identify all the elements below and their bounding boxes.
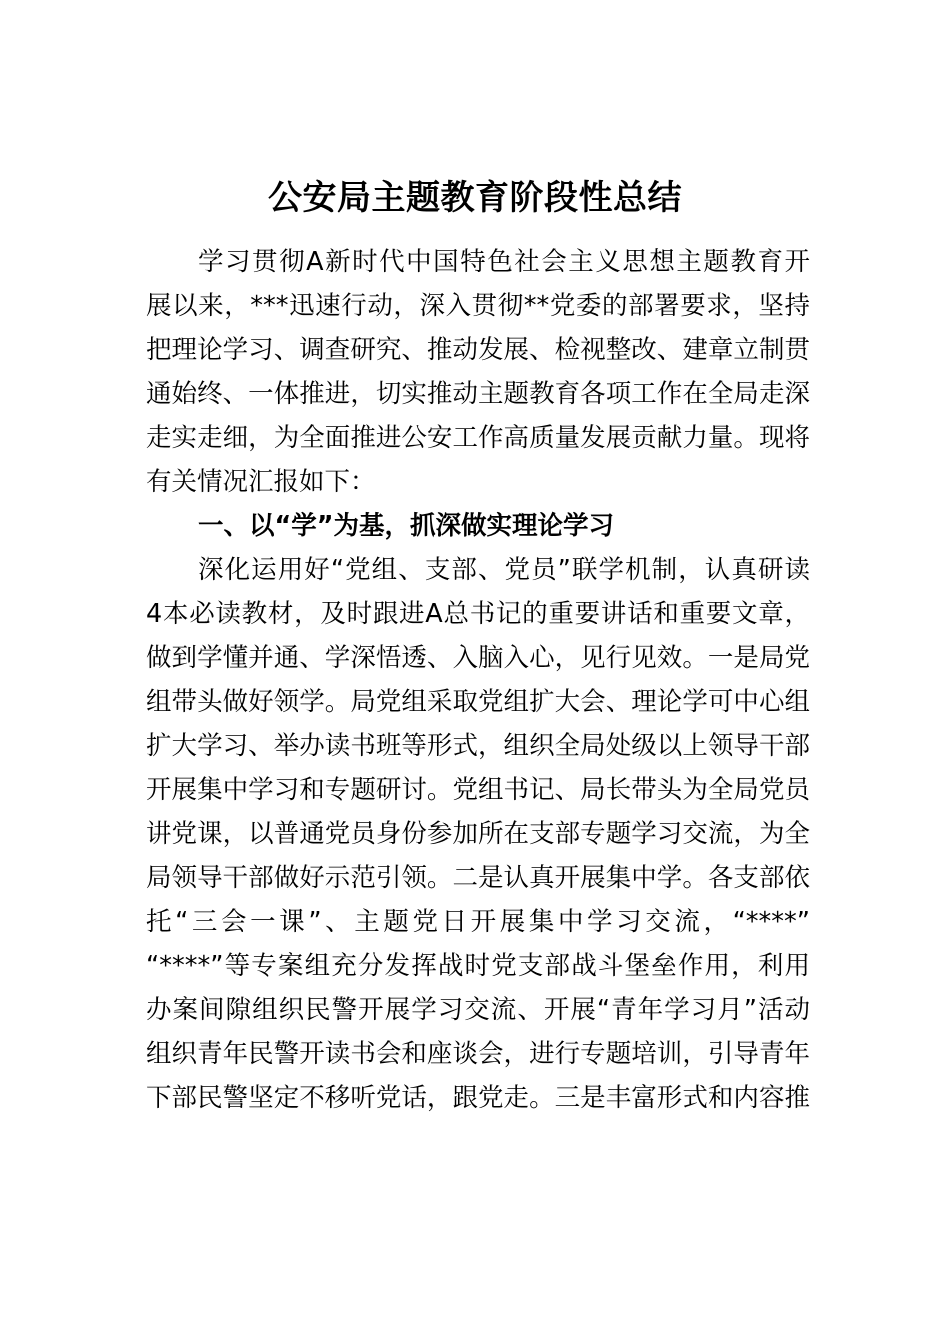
paragraph-line: 有关情况汇报如下： [146, 467, 376, 497]
paragraph-line: 通始终、一体推进，切实推动主题教育各项工作在全局走深 [146, 379, 810, 409]
section-heading: 一、以“学”为基，抓深做实理论学习 [198, 511, 615, 541]
paragraph-line: 把理论学习、调查研究、推动发展、检视整改、建章立制贯 [146, 335, 810, 365]
document-body [146, 240, 810, 1120]
paragraph-line: 讲党课，以普通党员身份参加所在支部专题学习交流，为全 [146, 819, 810, 849]
paragraph-line: 托“三会一课”、主题党日开展集中学习交流，“****” [146, 907, 810, 937]
paragraph-line: 组带头做好领学。局党组采取党组扩大会、理论学可中心组 [146, 687, 810, 717]
page-title: 公安局主题教育阶段性总结 [268, 178, 682, 218]
paragraph-line: 学习贯彻A新时代中国特色社会主义思想主题教育开 [198, 247, 810, 277]
paragraph-line: 深化运用好“党组、支部、党员”联学机制，认真研读 [198, 555, 810, 585]
paragraph-line: 局领导干部做好示范引领。二是认真开展集中学。各支部依 [146, 863, 810, 893]
paragraph-line: 开展集中学习和专题研讨。党组书记、局长带头为全局党员 [146, 775, 810, 805]
paragraph-line: 办案间隙组织民警开展学习交流、开展“青年学习月”活动 [146, 995, 810, 1025]
paragraph-line: 扩大学习、举办读书班等形式，组织全局处级以上领导干部 [146, 731, 810, 761]
paragraph-line: 组织青年民警开读书会和座谈会，进行专题培训，引导青年 [146, 1039, 810, 1069]
paragraph-line: 做到学懂并通、学深悟透、入脑入心，见行见效。一是局党 [146, 643, 810, 673]
paragraph-line: 走实走细，为全面推进公安工作高质量发展贡献力量。现将 [146, 423, 810, 453]
paragraph-line: 下部民警坚定不移听党话，跟党走。三是丰富形式和内容推 [146, 1083, 810, 1113]
paragraph-line: 展以来，***迅速行动，深入贯彻**党委的部署要求，坚持 [146, 291, 810, 321]
paragraph-line: “****”等专案组充分发挥战时党支部战斗堡垒作用，利用 [146, 951, 810, 981]
paragraph-line: 4本必读教材，及时跟进A总书记的重要讲话和重要文章， [146, 599, 810, 629]
